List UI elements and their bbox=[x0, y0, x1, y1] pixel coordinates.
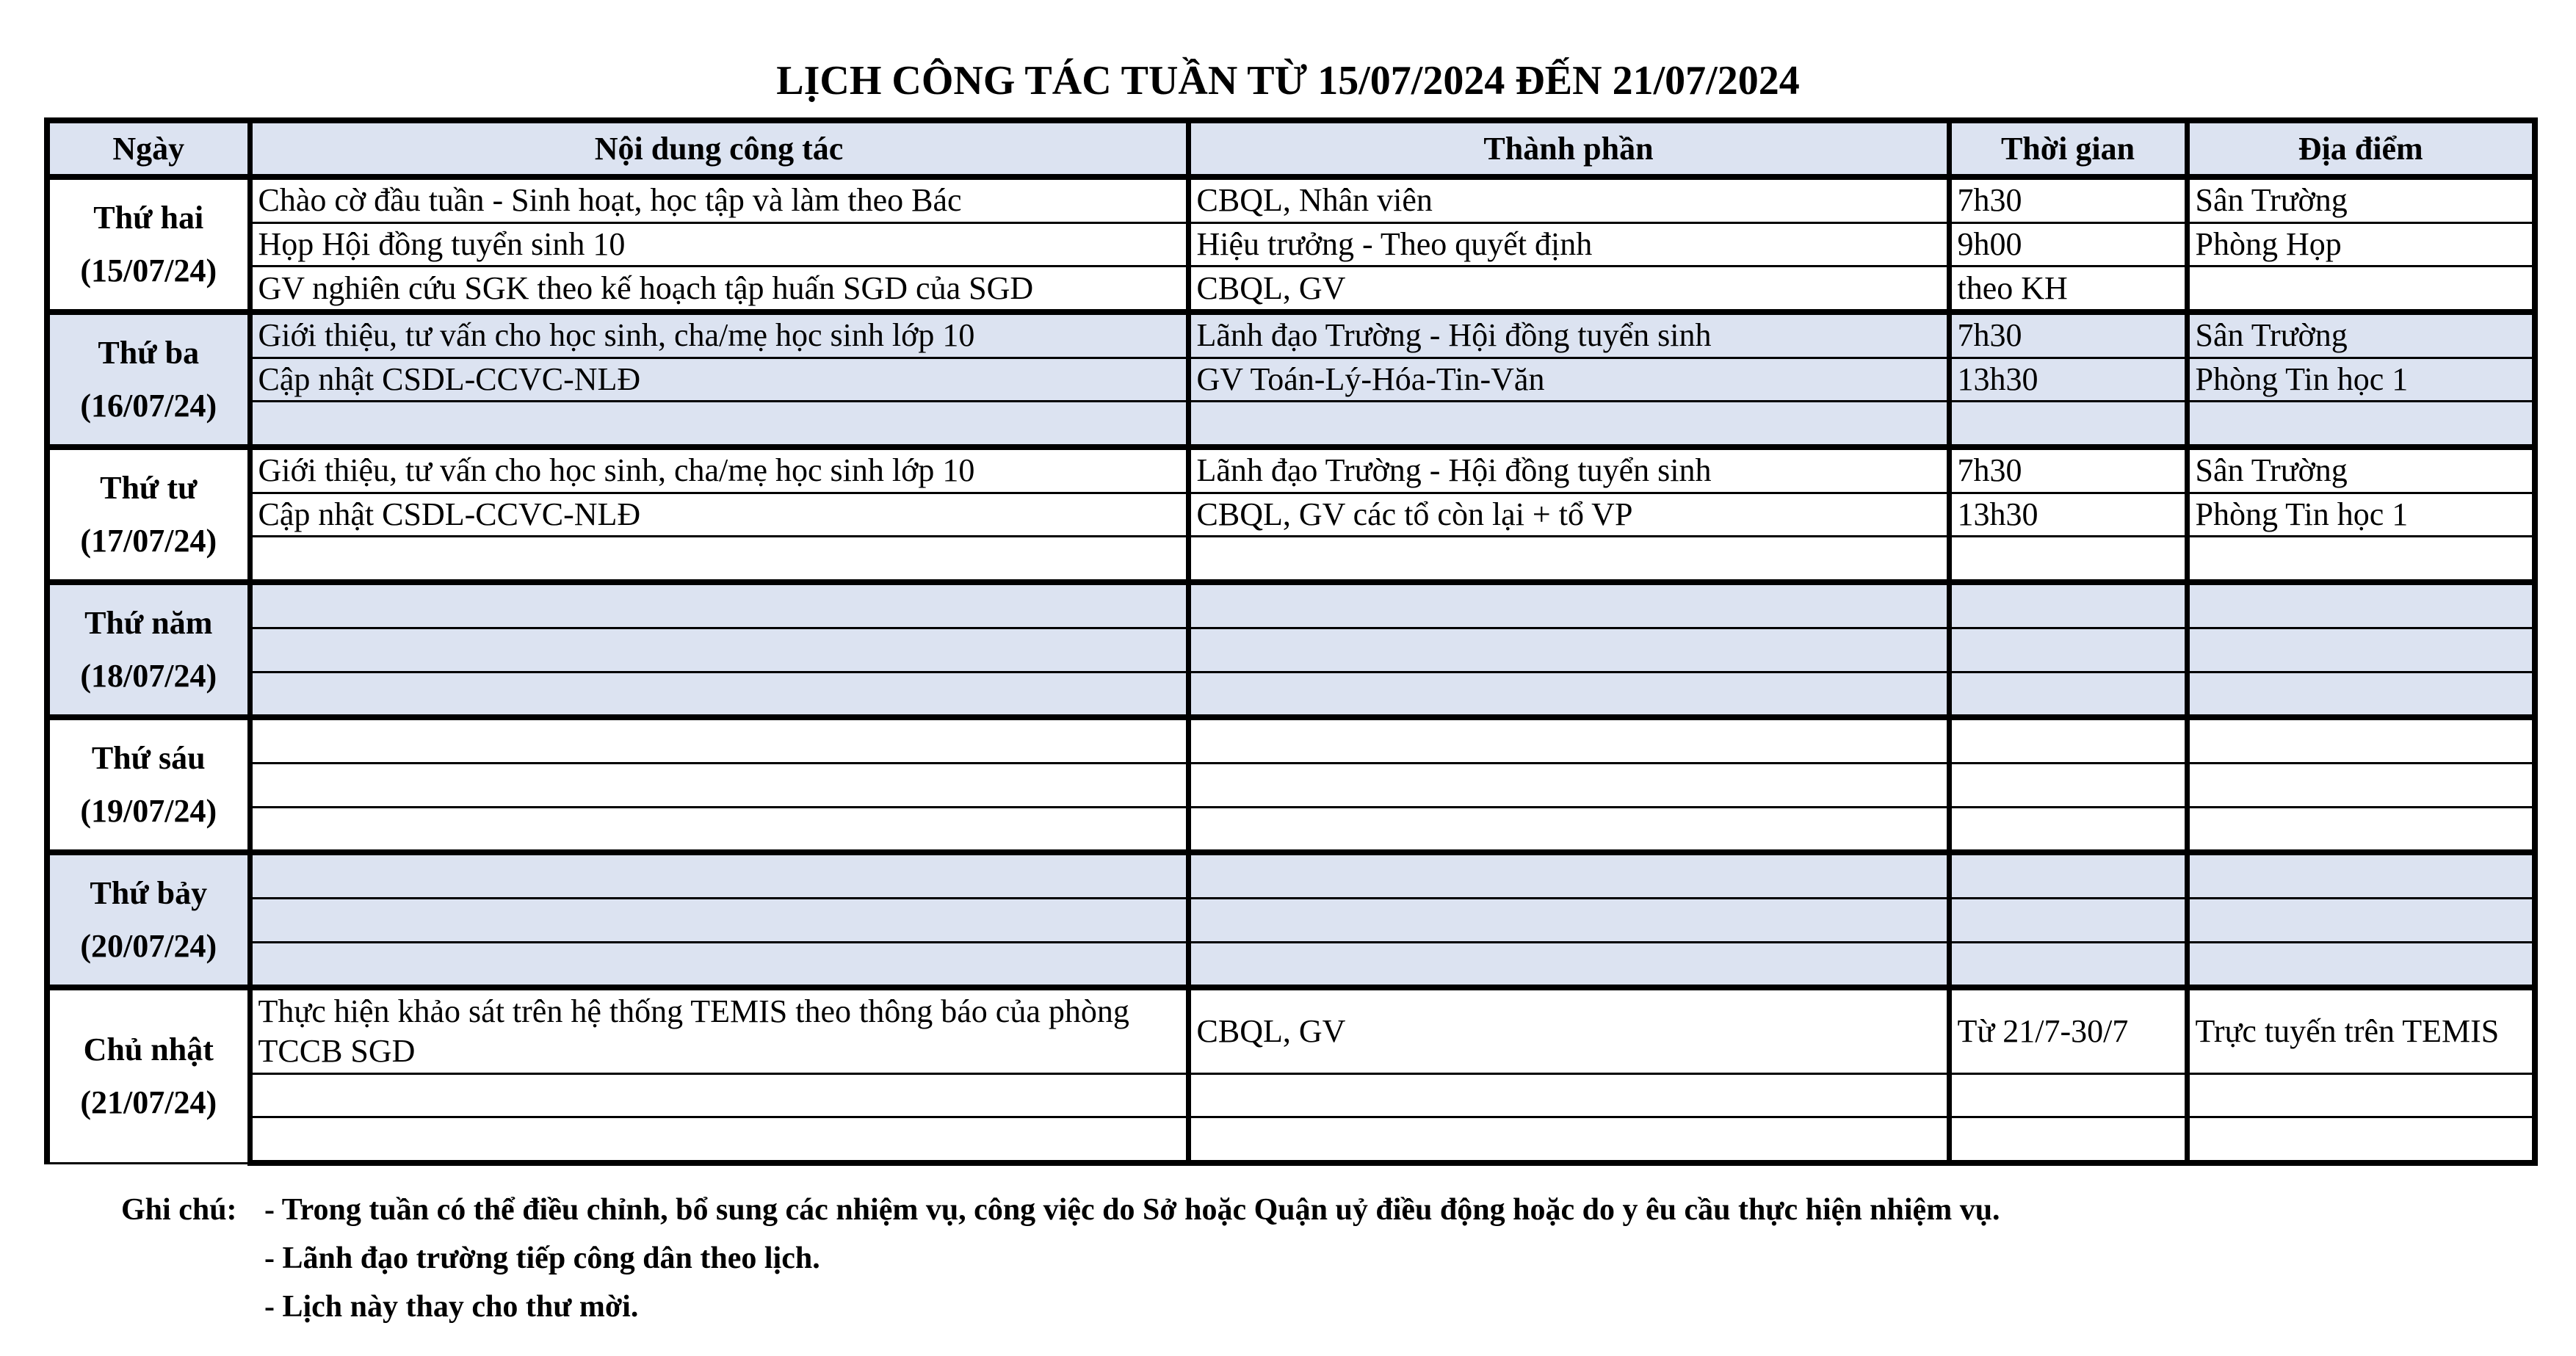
cell-members: GV Toán-Lý-Hóa-Tin-Văn bbox=[1188, 358, 1949, 402]
cell-members: CBQL, GV bbox=[1188, 987, 1949, 1073]
table-row bbox=[47, 763, 2535, 807]
cell-members: Lãnh đạo Trường - Hội đồng tuyển sinh bbox=[1188, 312, 1949, 358]
cell-location bbox=[2187, 537, 2535, 582]
cell-location: Phòng Tin học 1 bbox=[2187, 493, 2535, 537]
cell-time bbox=[1949, 1073, 2187, 1117]
cell-time: 7h30 bbox=[1949, 177, 2187, 222]
cell-location bbox=[2187, 402, 2535, 447]
table-row bbox=[47, 852, 2535, 898]
day-group bbox=[47, 312, 2535, 447]
day-date: (19/07/24) bbox=[80, 793, 217, 830]
cell-content bbox=[250, 1073, 1188, 1117]
cell-content: GV nghiên cứu SGK theo kế hoạch tập huấn SGD của SGD bbox=[250, 267, 1188, 312]
cell-content bbox=[250, 1117, 1188, 1163]
table-header-row bbox=[47, 120, 2535, 177]
cell-location: Phòng Họp bbox=[2187, 222, 2535, 267]
notes-label: Ghi chú: bbox=[121, 1193, 237, 1227]
day-group bbox=[47, 447, 2535, 582]
day-group bbox=[47, 177, 2535, 312]
table-row bbox=[47, 177, 2535, 222]
cell-time bbox=[1949, 1117, 2187, 1163]
header-time: Thời gian bbox=[1949, 120, 2187, 177]
cell-location bbox=[2187, 1117, 2535, 1163]
day-group bbox=[47, 717, 2535, 852]
cell-members: Lãnh đạo Trường - Hội đồng tuyển sinh bbox=[1188, 447, 1949, 493]
table-row bbox=[47, 447, 2535, 493]
cell-location: Sân Trường bbox=[2187, 447, 2535, 493]
cell-members bbox=[1188, 628, 1949, 672]
note-row bbox=[121, 1186, 2000, 1234]
day-date: (20/07/24) bbox=[80, 928, 217, 965]
table-row bbox=[47, 987, 2535, 1073]
cell-time: Từ 21/7-30/7 bbox=[1949, 987, 2187, 1073]
cell-content bbox=[250, 852, 1188, 898]
notes-section bbox=[121, 1186, 2000, 1331]
cell-content bbox=[250, 899, 1188, 943]
table-row bbox=[47, 628, 2535, 672]
cell-members bbox=[1188, 899, 1949, 943]
cell-time bbox=[1949, 672, 2187, 717]
day-name: Thứ ba bbox=[98, 335, 200, 371]
cell-location bbox=[2187, 582, 2535, 628]
table-row bbox=[47, 582, 2535, 628]
table-row bbox=[47, 899, 2535, 943]
table-row bbox=[47, 672, 2535, 717]
cell-members: Hiệu trưởng - Theo quyết định bbox=[1188, 222, 1949, 267]
cell-location bbox=[2187, 267, 2535, 312]
cell-content bbox=[250, 763, 1188, 807]
table-row bbox=[47, 222, 2535, 267]
day-name: Thứ năm bbox=[84, 605, 213, 642]
cell-location bbox=[2187, 1073, 2535, 1117]
cell-members bbox=[1188, 402, 1949, 447]
table-row bbox=[47, 537, 2535, 582]
cell-time bbox=[1949, 717, 2187, 763]
day-date: (16/07/24) bbox=[80, 388, 217, 424]
cell-time bbox=[1949, 852, 2187, 898]
page-title: LỊCH CÔNG TÁC TUẦN TỪ 15/07/2024 ĐẾN 21/07/2024 bbox=[776, 58, 1800, 104]
cell-time bbox=[1949, 942, 2187, 987]
day-date: (21/07/24) bbox=[80, 1084, 217, 1120]
day-cell bbox=[47, 987, 250, 1163]
cell-content: Cập nhật CSDL-CCVC-NLĐ bbox=[250, 358, 1188, 402]
day-name: Chủ nhật bbox=[83, 1031, 214, 1067]
note-item: - Lịch này thay cho thư mời. bbox=[264, 1290, 639, 1324]
day-cell bbox=[47, 717, 250, 852]
cell-content: Giới thiệu, tư vấn cho học sinh, cha/mẹ học sinh lớp 10 bbox=[250, 447, 1188, 493]
day-name: Thứ bảy bbox=[90, 875, 208, 912]
schedule-table bbox=[44, 117, 2538, 1166]
cell-content bbox=[250, 942, 1188, 987]
cell-members bbox=[1188, 582, 1949, 628]
cell-members bbox=[1188, 672, 1949, 717]
table-row bbox=[47, 358, 2535, 402]
note-item: - Trong tuần có thể điều chỉnh, bổ sung các nhiệm vụ, công việc do Sở hoặc Quận uỷ điều động hoặc do y êu cầu thực hiện nhiệm vụ. bbox=[264, 1193, 2000, 1227]
header-location: Địa điểm bbox=[2187, 120, 2535, 177]
note-row bbox=[121, 1283, 2000, 1331]
table-row bbox=[47, 807, 2535, 852]
cell-members bbox=[1188, 807, 1949, 852]
day-name: Thứ tư bbox=[100, 470, 198, 507]
cell-location bbox=[2187, 717, 2535, 763]
cell-content bbox=[250, 717, 1188, 763]
cell-time bbox=[1949, 628, 2187, 672]
day-name: Thứ hai bbox=[93, 200, 204, 236]
cell-time bbox=[1949, 763, 2187, 807]
day-date: (15/07/24) bbox=[80, 253, 217, 289]
cell-location bbox=[2187, 852, 2535, 898]
cell-members bbox=[1188, 852, 1949, 898]
day-cell bbox=[47, 177, 250, 312]
cell-members: CBQL, GV các tổ còn lại + tổ VP bbox=[1188, 493, 1949, 537]
cell-time: 7h30 bbox=[1949, 312, 2187, 358]
cell-content: Thực hiện khảo sát trên hệ thống TEMIS theo thông báo của phòng TCCB SGD bbox=[250, 987, 1188, 1073]
cell-location: Sân Trường bbox=[2187, 312, 2535, 358]
table-row bbox=[47, 717, 2535, 763]
cell-time bbox=[1949, 402, 2187, 447]
table-row bbox=[47, 402, 2535, 447]
cell-members bbox=[1188, 1073, 1949, 1117]
header-day: Ngày bbox=[47, 120, 250, 177]
cell-time: 13h30 bbox=[1949, 358, 2187, 402]
note-item: - Lãnh đạo trường tiếp công dân theo lịch. bbox=[264, 1241, 820, 1275]
cell-content bbox=[250, 628, 1188, 672]
cell-content: Chào cờ đầu tuần - Sinh hoạt, học tập và làm theo Bác bbox=[250, 177, 1188, 222]
cell-time bbox=[1949, 807, 2187, 852]
cell-time bbox=[1949, 899, 2187, 943]
cell-content bbox=[250, 402, 1188, 447]
cell-content: Cập nhật CSDL-CCVC-NLĐ bbox=[250, 493, 1188, 537]
cell-time: 7h30 bbox=[1949, 447, 2187, 493]
day-date: (17/07/24) bbox=[80, 523, 217, 559]
cell-location bbox=[2187, 763, 2535, 807]
day-date: (18/07/24) bbox=[80, 658, 217, 695]
cell-content bbox=[250, 537, 1188, 582]
day-cell bbox=[47, 582, 250, 717]
day-name: Thứ sáu bbox=[91, 740, 206, 777]
cell-time: 13h30 bbox=[1949, 493, 2187, 537]
cell-location bbox=[2187, 942, 2535, 987]
cell-location: Sân Trường bbox=[2187, 177, 2535, 222]
cell-members bbox=[1188, 942, 1949, 987]
note-row bbox=[121, 1234, 2000, 1283]
day-cell bbox=[47, 852, 250, 987]
day-cell bbox=[47, 312, 250, 447]
table-row bbox=[47, 267, 2535, 312]
cell-location bbox=[2187, 807, 2535, 852]
table-row bbox=[47, 1073, 2535, 1117]
cell-time bbox=[1949, 537, 2187, 582]
table-row bbox=[47, 312, 2535, 358]
day-group bbox=[47, 852, 2535, 987]
table-row bbox=[47, 942, 2535, 987]
cell-content bbox=[250, 672, 1188, 717]
cell-members bbox=[1188, 763, 1949, 807]
cell-members: CBQL, Nhân viên bbox=[1188, 177, 1949, 222]
header-content: Nội dung công tác bbox=[250, 120, 1188, 177]
cell-location bbox=[2187, 899, 2535, 943]
cell-time bbox=[1949, 582, 2187, 628]
cell-time: theo KH bbox=[1949, 267, 2187, 312]
cell-time: 9h00 bbox=[1949, 222, 2187, 267]
header-members: Thành phần bbox=[1188, 120, 1949, 177]
cell-content bbox=[250, 807, 1188, 852]
cell-content bbox=[250, 582, 1188, 628]
table-row bbox=[47, 493, 2535, 537]
cell-location bbox=[2187, 672, 2535, 717]
day-group bbox=[47, 582, 2535, 717]
cell-members bbox=[1188, 537, 1949, 582]
cell-content: Họp Hội đồng tuyển sinh 10 bbox=[250, 222, 1188, 267]
cell-location: Phòng Tin học 1 bbox=[2187, 358, 2535, 402]
day-cell bbox=[47, 447, 250, 582]
day-group bbox=[47, 987, 2535, 1163]
cell-content: Giới thiệu, tư vấn cho học sinh, cha/mẹ học sinh lớp 10 bbox=[250, 312, 1188, 358]
table-row bbox=[47, 1117, 2535, 1163]
cell-location: Trực tuyến trên TEMIS bbox=[2187, 987, 2535, 1073]
cell-members: CBQL, GV bbox=[1188, 267, 1949, 312]
cell-members bbox=[1188, 1117, 1949, 1163]
cell-members bbox=[1188, 717, 1949, 763]
cell-location bbox=[2187, 628, 2535, 672]
